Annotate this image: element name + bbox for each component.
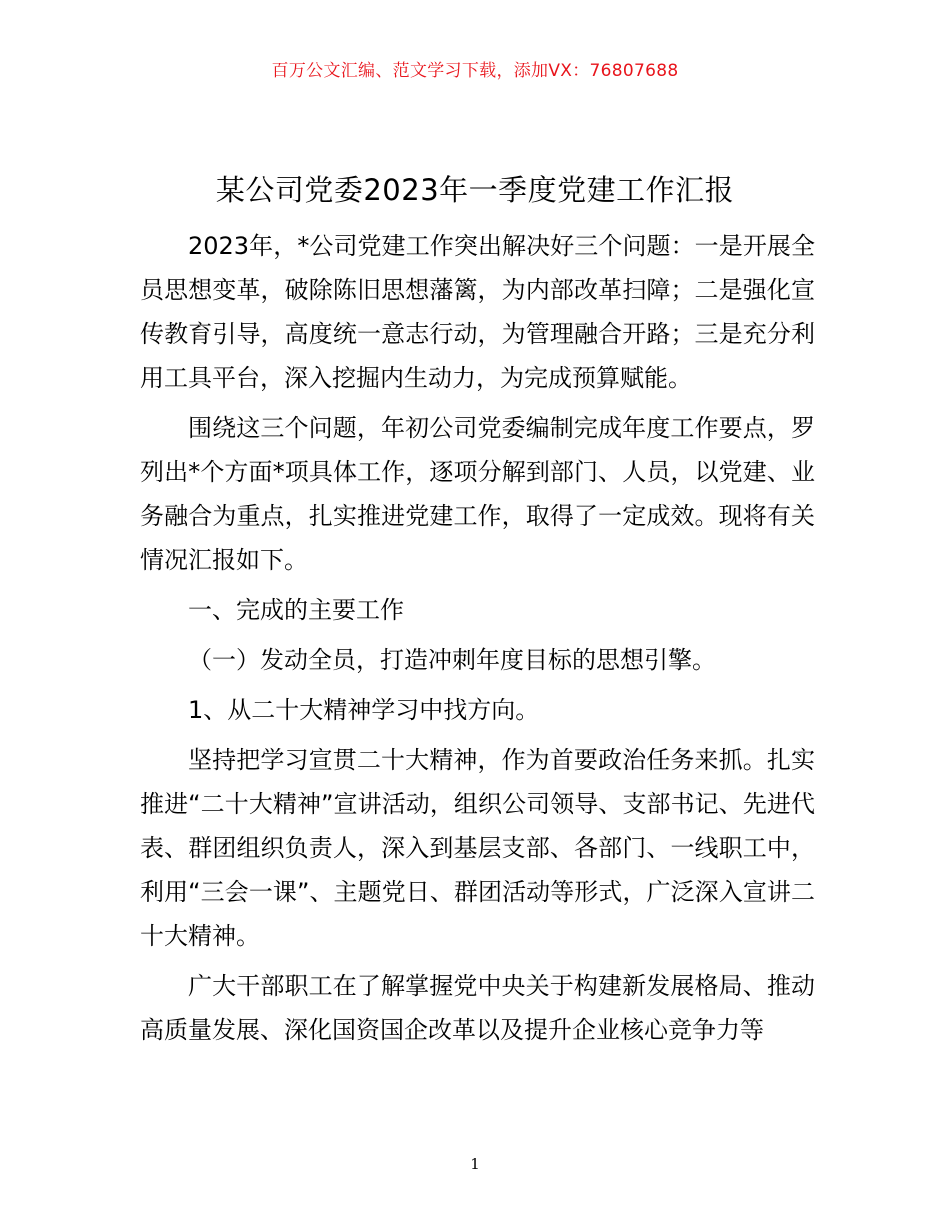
subsection-heading: （一）发动全员，打造冲刺年度目标的思想引擎。 [188,646,716,674]
paragraph-overview: 围绕这三个问题，年初公司党委编制完成年度工作要点，罗列出*个方面*项具体工作，逐项分解到部门、人员，以党建、业务融合为重点，扎实推进党建工作，取得了一定成效。现将有关情况汇报如下。 [140,414,815,574]
paragraph-continued: 广大干部职工在了解掌握党中央关于构建新发展格局、推动高质量发展、深化国资国企改革以及提升企业核心竞争力等 [140,972,815,1044]
page-number: 1 [470,1155,480,1173]
paragraph-intro: 2023年，*公司党建工作突出解决好三个问题：一是开展全员思想变革，破除陈旧思想藩篱，为内部改革扫障；二是强化宣传教育引导，高度统一意志行动，为管理融合开路；三是充分利用工具平台，深入挖掘内生动力，为完成预算赋能。 [140,232,815,392]
item-heading: 1、从二十大精神学习中找方向。 [188,696,540,724]
document-title: 某公司党委2023年一季度党建工作汇报 [215,173,735,207]
document-body [140,224,815,1058]
section-heading: 一、完成的主要工作 [188,596,404,624]
header-watermark: 百万公文汇编、范文学习下载，添加VX：76807688 [271,61,679,81]
paragraph-study: 坚持把学习宣贯二十大精神，作为首要政治任务来抓。扎实推进“二十大精神”宣讲活动，组织公司领导、支部书记、先进代表、群团组织负责人，深入到基层支部、各部门、一线职工中，利用“三会一课”、主题党日、群团活动等形式，广泛深入宣讲二十大精神。 [140,746,815,950]
